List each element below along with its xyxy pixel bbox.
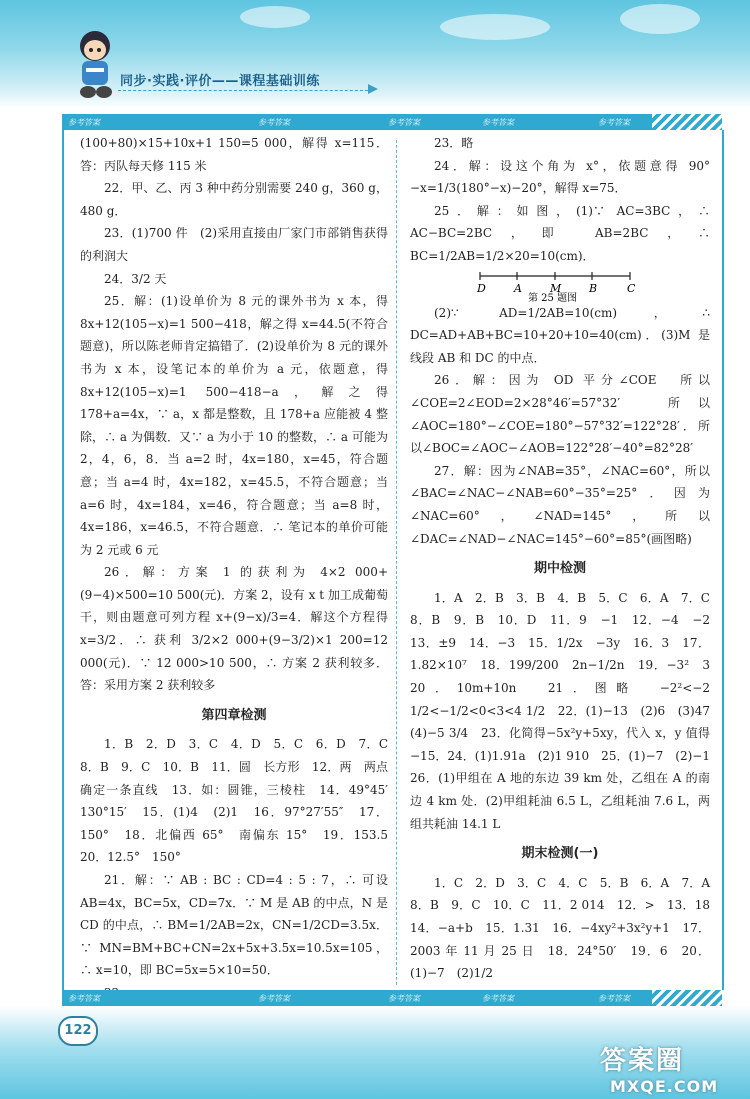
strip-tag: 参考答案 (598, 118, 630, 127)
strip-tag: 参考答案 (482, 118, 514, 127)
point-A-label: A (514, 281, 522, 295)
right-column (410, 132, 723, 985)
chapter4-answers: 1．B 2．D 3．C 4．D 5．C 6．D 7．C 8．B 9．C 10．B 11．圆 长方形 12．两 两点确定一条直线 13．如：圆锥，三棱柱 14．49°45′ 130°15′ 15．(1)4 (2)1 16．97°27′55″ 17．150° 18．北偏西 65° 南偏东 15° 19．153.5 20．12.5° 150° (80, 737, 401, 865)
bottom-strip (62, 990, 722, 1006)
answer-24-right: 24．解：设这个角为 x°，依题意得 90°−x=1/3(180°−x)−20°，解得 x=75． (410, 158, 710, 196)
section-title-midterm: 期中检测 (533, 561, 586, 577)
header-title: 同步·实践·评价——课程基础训练 (120, 74, 320, 89)
strip-tag: 参考答案 (388, 994, 420, 1003)
answer-21-end: (100+80)×15+10x+1 150=5 000，解得 x=115．答：丙队每天修 115 米 (80, 136, 388, 173)
strip-tag: 参考答案 (258, 994, 290, 1003)
figure-caption: 第 25 题图 (528, 292, 578, 302)
answer-25-right: 25．解：如图，(1)∵ AC=3BC，∴ AC−BC=2BC，即 AB=2BC，∴ BC=1/2AB=1/2×20=10(cm)． (410, 203, 710, 263)
chapter4-answer-21: 21．解：∵ AB : BC : CD=4 : 5 : 7，∴ 可设 AB=4x，BC=5x，CD=7x．∵ M 是 AB 的中点，N 是 CD 的中点，∴ BM=1/2AB=2x，CN=1/2CD=3.5x．∵ MN=BM+BC+CN=2x+5x+3.5x=10.5x=105，∴ x=10，即 BC=5x=5×10=50． (80, 873, 388, 978)
answer-26: 26．解：方案 1 的获利为 4×2 000+(9−4)×500=10 500(元)．方案 2，设有 x t 加工成葡萄干，则由题意可列方程 x+(9−x)/3=4．解这个方程得 x=3/2．∴ 获利 3/2×2 000+(9−3/2)×1 200=12 000(元)．∵ 12 000>10 500，∴ 方案 2 获利较多．答：采用方案 2 获利较多 (80, 565, 388, 693)
answer-22: 22．甲、乙、丙 3 种中药分别需要 240 g，360 g，480 g． (80, 181, 388, 218)
watermark-bottom: MXQE.COM (610, 1077, 719, 1096)
strip-tag: 参考答案 (68, 994, 100, 1003)
column-divider (396, 140, 397, 985)
answer-25-cont: (2)∵ AD=1/2AB=10(cm)，∴ DC=AD+AB+BC=10+20+10=40(cm)．(3)M 是线段 AB 和 DC 的中点． (410, 305, 710, 365)
top-banner (0, 0, 750, 108)
strip-tag: 参考答案 (388, 118, 420, 127)
answer-26-right: 26．解：因为 OD 平分∠COE 所以∠COE=2∠EOD=2×28°46′=57°32′ 所以∠AOC=180°−∠COE=180°−57°32′=122°28′．所以∠BOC=∠AOC−∠AOB=122°28′−40°=82°28′ (410, 373, 710, 456)
section-title-final: 期末检测(一) (521, 846, 599, 862)
point-M-label: M (550, 281, 562, 295)
splash-decoration (620, 4, 700, 34)
strip-tag: 参考答案 (68, 118, 100, 127)
midterm-answers: 1．A 2．B 3．B 4．B 5．C 6．A 7．C 8．B 9．B 10．D 11．9 −1 12．−4 −2 13．±9 14．−3 15．1/2x −3y 16．3 17．1.82×10⁷ 18．199/200 2n−1/2n 19．−3² 3 20．10m+10n 21．图略 −2²<−2 1/2<−1/2<0<3<4 1/2 22．(1)−13 (2)6 (3)47 (4)−5 3/4 23．化简得−5x²y+5xy，代入 x，y 值得−15．24．(1)1.91a (2)1 910 25．(1)−7 (2)−1 26．(1)甲组在 A 地的东边 39 km 处，乙组在 A 的南边 4 km 处．(2)甲组耗油 6.5 L，乙组耗油 7.6 L，两组共耗油 14.1 L (410, 590, 723, 831)
splash-decoration (440, 14, 550, 40)
answer-25: 25．解：(1)设单价为 8 元的课外书为 x 本，得 8x+12(105−x)=1 500−418，解之得 x=44.5(不符合题意)，所以陈老师肯定搞错了．(2)设单价为 8 元的课外书为 x 本，设笔记本的单价为 a 元，依题意，得 8x+12(105−x)=1 500−418−a，解之得 178+a=4x，∵ a，x 都是整数，且 178+a 应能被 4 整除，∴ a 为偶数．又∵ a 为小于 10 的整数，∴ a 可能为 2，4，6，8．当 a=2 时，4x=180，x=45，符合题意；当 a=4 时，4x=182，x=45.5，不符合题意；当 a=6 时，4x=184，x=46，符合题意；当 a=8 时，4x=186，x=46.5，不符合题意．∴ 笔记本的单价可能为 2 元或 6 元 (80, 294, 388, 557)
final-answers: 1．C 2．D 3．C 4．C 5．B 6．A 7．A 8．B 9．C 10．C 11．2 014 12．> 13．18 14．−a+b 15．1.31 16．−4xy²+3x²y+1 17．2003 年 11 月 25 日 18．24°50′ 19．6 20．(1)−7 (2)1/2 (410, 875, 723, 981)
header-rule (118, 90, 373, 91)
left-column (80, 132, 401, 1071)
splash-decoration (240, 6, 310, 28)
answer-23-right: 23．略 (434, 136, 474, 150)
answer-24: 24．3/2 天 (104, 271, 167, 286)
point-B-label: B (589, 281, 598, 295)
watermark-top: 答案圈 (600, 1046, 685, 1076)
strip-tag: 参考答案 (258, 118, 290, 127)
watermark (600, 1040, 718, 1096)
mascot-illustration (70, 28, 120, 100)
segment-diagram (476, 268, 646, 302)
answer-27-right: 27．解：因为∠NAB=35°，∠NAC=60°，所以∠BAC=∠NAC−∠NAB=60°−35°=25°．因为∠NAC=60°，∠NAD=145°，所以∠DAC=∠NAD−∠NAC=145°−60°=85°(画图略) (410, 463, 710, 546)
point-D-label: D (477, 281, 486, 295)
page-number: 122 (58, 1016, 98, 1046)
stripe-decoration (652, 990, 722, 1006)
strip-tag: 参考答案 (482, 994, 514, 1003)
section-title-chapter4: 第四章检测 (201, 707, 267, 723)
top-strip (62, 114, 722, 130)
point-C-label: C (627, 281, 636, 295)
arrow-icon (368, 84, 378, 94)
strip-tag: 参考答案 (598, 994, 630, 1003)
segment-figure (476, 268, 710, 302)
answer-23: 23．(1)700 件 (2)采用直接由厂家门市部销售获得的利润大 (80, 226, 388, 263)
stripe-decoration (652, 114, 722, 130)
